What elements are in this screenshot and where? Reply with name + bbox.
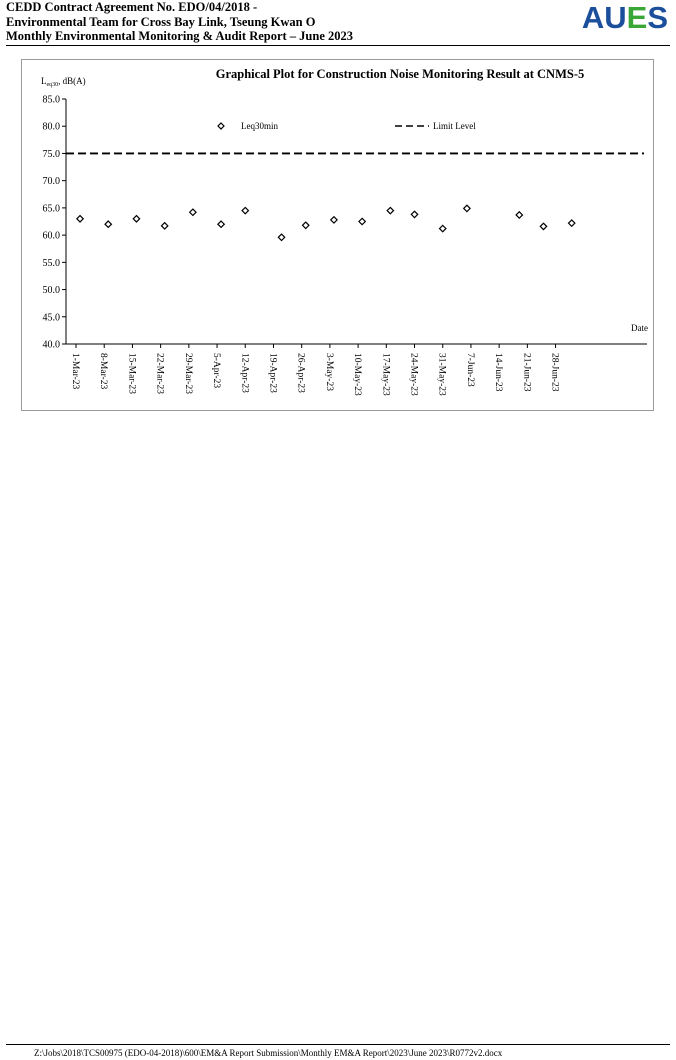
data-point-leq30min (540, 223, 546, 229)
data-point-leq30min (133, 216, 139, 222)
data-point-leq30min (242, 207, 248, 213)
data-point-leq30min (387, 207, 393, 213)
data-point-leq30min (218, 221, 224, 227)
x-tick-label: 8-Mar-23 (98, 353, 109, 390)
points-layer (77, 205, 575, 240)
data-point-leq30min (359, 218, 365, 224)
x-tick-label: 31-May-23 (436, 353, 447, 396)
legend-label-limit-level: Limit Level (433, 121, 476, 131)
noise-chart (22, 60, 653, 410)
legend-label-leq30min: Leq30min (241, 121, 278, 131)
axes (43, 95, 648, 396)
y-tick-label: 45.0 (42, 312, 60, 324)
x-tick-label: 17-May-23 (380, 353, 391, 396)
x-tick-label: 29-Mar-23 (182, 353, 193, 394)
data-point-leq30min (331, 217, 337, 223)
data-point-leq30min (568, 220, 574, 226)
y-axis-label (41, 76, 86, 88)
x-tick-label: 24-May-23 (408, 353, 419, 396)
data-point-leq30min (278, 234, 284, 240)
y-tick-label: 75.0 (42, 148, 60, 160)
data-point-leq30min (464, 205, 470, 211)
y-tick-label: 40.0 (42, 339, 60, 351)
x-tick-label: 22-Mar-23 (154, 353, 165, 394)
chart-frame (21, 59, 654, 411)
header-line-2: Environmental Team for Cross Bay Link, Tseung Kwan O (6, 14, 316, 29)
y-axis-label-main: L (41, 76, 47, 86)
aues-logo (582, 1, 668, 35)
x-tick-label: 14-Jun-23 (493, 353, 504, 392)
footer-file-path: Z:\Jobs\2018\TCS00975 (EDO-04-2018)\600\EM&A Report Submission\Monthly EM&A Report\2023\June 2023\R0772v2.docx (34, 1048, 503, 1058)
data-point-leq30min (105, 221, 111, 227)
legend (218, 121, 476, 131)
header-line-3: Monthly Environmental Monitoring & Audit Report – June 2023 (6, 29, 354, 43)
y-tick-label: 70.0 (42, 176, 60, 188)
y-tick-label: 50.0 (42, 285, 60, 297)
data-point-leq30min (516, 212, 522, 218)
data-point-leq30min (411, 211, 417, 217)
legend-diamond-marker (218, 123, 224, 129)
x-tick-label: 3-May-23 (323, 353, 334, 391)
x-tick-label: 15-Mar-23 (126, 353, 137, 394)
logo-letter: S (647, 0, 668, 35)
page-header (6, 0, 670, 46)
y-tick-label: 80.0 (42, 121, 60, 133)
y-tick-label: 60.0 (42, 230, 60, 242)
data-point-leq30min (161, 223, 167, 229)
y-tick-label: 65.0 (42, 203, 60, 215)
x-tick-label: 1-Mar-23 (70, 353, 80, 390)
data-point-leq30min (440, 225, 446, 231)
x-axis-label: Date (631, 323, 648, 333)
y-axis-label-rest: , dB(A) (58, 76, 86, 86)
x-tick-label: 21-Jun-23 (521, 353, 532, 392)
y-axis-label-sub: eq30 (46, 82, 59, 88)
x-tick-label: 19-Apr-23 (267, 353, 278, 393)
logo-letter: E (626, 0, 648, 35)
y-tick-label: 55.0 (42, 257, 60, 269)
x-tick-label: 7-Jun-23 (464, 353, 475, 387)
logo-letter: A (581, 0, 605, 35)
y-tick-label: 85.0 (42, 94, 60, 106)
data-point-leq30min (77, 216, 83, 222)
x-tick-label: 28-Jun-23 (549, 353, 560, 392)
chart-title: Graphical Plot for Construction Noise Monitoring Result at CNMS-5 (215, 67, 585, 81)
x-tick-label: 10-May-23 (352, 353, 363, 396)
x-tick-label: 26-Apr-23 (295, 353, 306, 393)
header-title-block (6, 0, 353, 44)
header-line-1: CEDD Contract Agreement No. EDO/04/2018 - (6, 0, 258, 14)
logo-letter: U (604, 0, 627, 35)
x-tick-label: 5-Apr-23 (211, 353, 222, 389)
data-point-leq30min (190, 209, 196, 215)
page-footer (6, 1044, 670, 1058)
data-point-leq30min (303, 222, 309, 228)
x-tick-label: 12-Apr-23 (239, 353, 250, 393)
